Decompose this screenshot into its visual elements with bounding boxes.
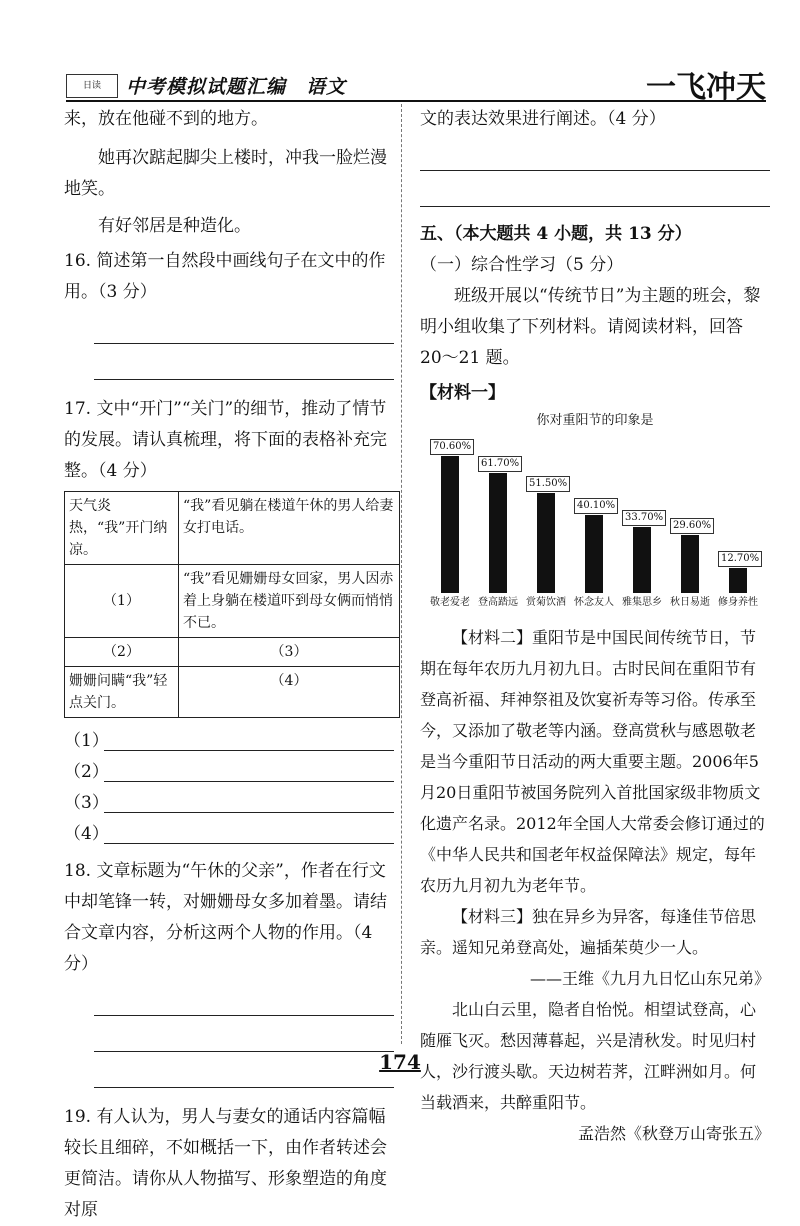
bar-chart [420,413,770,618]
chart-category-label: 敬老爱老 [430,597,470,608]
table-cell-blank[interactable]: （1） [65,565,179,638]
chart-title: 你对重阳节的印象是 [536,413,654,428]
table-cell: 姗姗问瞒“我”轻点关门。 [65,667,179,718]
answer-line[interactable] [94,354,394,380]
chart-value-label: 51.50% [526,476,570,492]
text-paragraph: 她再次踮起脚尖上楼时，冲我一脸烂漫地笑。 [64,148,387,199]
chart-bar [537,493,555,593]
series-logo: 日读 [66,74,118,98]
answer-line[interactable] [420,145,770,171]
table-cell-blank[interactable]: （4） [179,667,400,718]
answer-row[interactable] [64,819,394,850]
chart-value-label: 61.70% [478,456,522,472]
material-2: 【材料二】重阳节是中国民间传统节日，节期在每年农历九月初九日。古时民间在重阳节有登高祈福、拜神祭祖及饮宴祈寿等习俗。传承至今，又添加了敬老等内涵。登高赏秋与感恩敬老是当今重阳节日活动的两大重要主题。2006年5月20日重阳节被国务院列入首批国家级非物质文化遗产名录。2012年全国人大常委会修订通过的《中华人民共和国老年权益保障法》规定，每年农历九月初九为老年节。 [420,628,765,895]
question-18: 18. 文章标题为“午休的父亲”，作者在行文中却笔锋一转，对姗姗母女多加着墨。请结合文章内容，分析这两个人物的作用。（4 分） [64,861,387,974]
table-cell: “我”看见姗姗母女回家，男人因赤着上身躺在楼道吓到母女俩而悄悄不已。 [179,565,400,638]
page-number: 174 [379,1050,421,1074]
chart-bar [585,515,603,593]
header-rule [66,100,766,102]
answer-line[interactable] [94,1026,394,1052]
answer-line[interactable] [94,1062,394,1088]
question-17: 17. 文中“开门”“关门”的细节，推动了情节的发展。请认真梳理，将下面的表格补充完整。（4 分） [64,399,387,481]
answer-line[interactable] [420,181,770,207]
question-19-continued: 文的表达效果进行阐述。（4 分） [420,109,666,129]
chart-category-label: 秋日易逝 [670,597,710,608]
column-divider [401,104,402,1044]
chart-category-label: 怀念友人 [574,597,614,608]
answer-row[interactable] [64,788,394,819]
book-title: 中考模拟试题汇编 语文 [126,76,347,98]
question-19: 19. 有人认为，男人与妻女的通话内容篇幅较长且细碎，不如概括一下，由作者转述会更简洁。请你从人物描写、形象塑造的角度对原 [64,1107,387,1220]
text-paragraph: 有好邻居是种造化。 [98,216,251,236]
answer-label: （3） [64,793,109,813]
table-cell-blank[interactable]: （3） [179,638,400,667]
material-3: 【材料三】独在异乡为异客，每逢佳节倍思亲。遥知兄弟登高处，遍插茱萸少一人。 [420,907,757,957]
text-line: 来，放在他碰不到的地方。 [64,109,268,129]
chart-value-label: 29.60% [670,518,714,534]
chart-bar [681,535,699,593]
poem-source: 孟浩然《秋登万山寄张五》 [577,1124,770,1143]
chart-category-label: 修身养性 [718,597,758,608]
answer-label: （1） [64,731,109,751]
plot-table [64,491,400,718]
table-cell: “我”看见躺在楼道午休的男人给妻女打电话。 [179,492,400,565]
chart-value-label: 40.10% [574,498,618,514]
chart-bar [489,473,507,593]
answer-line[interactable] [94,318,394,344]
chart-bar [633,527,651,593]
brand-mark: 一飞冲天 [646,70,766,105]
chart-value-label: 70.60% [430,439,474,455]
poem: 北山白云里，隐者自怡悦。相望试登高，心随雁飞灭。愁因薄暮起，兴是清秋发。时见归村人，沙行渡头歇。天边树若荠，江畔洲如月。何当载酒来，共醉重阳节。 [420,1000,757,1112]
answer-line[interactable] [94,990,394,1016]
chart-value-label: 33.70% [622,510,666,526]
answer-label: （4） [64,824,109,844]
chart-value-label: 12.70% [718,551,762,567]
left-column [64,104,394,1226]
chart-category-label: 登高踏远 [478,597,518,608]
answer-row[interactable] [64,757,394,788]
chart-bar [729,568,747,593]
material-1-label: 【材料一】 [420,383,505,403]
chart-bar [441,456,459,593]
subsection-heading: （一）综合性学习（5 分） [420,255,624,275]
chart-category-label: 雅集思乡 [622,597,662,608]
material-3-source: ——王维《九月九日忆山东兄弟》 [529,969,770,988]
question-16: 16. 简述第一自然段中画线句子在文中的作用。（3 分） [64,251,386,302]
chart-category-label: 赏菊饮酒 [526,597,566,608]
intro-paragraph: 班级开展以“传统节日”为主题的班会，黎明小组收集了下列材料。请阅读材料，回答 20～21 题。 [420,286,761,368]
page-header [66,70,766,105]
table-cell: 天气炎热，“我”开门纳凉。 [65,492,179,565]
right-column [420,104,770,1149]
answer-row[interactable] [64,726,394,757]
table-cell-blank[interactable]: （2） [65,638,179,667]
answer-label: （2） [64,762,109,782]
section-heading: 五、（本大题共 4 小题，共 13 分） [420,224,692,244]
